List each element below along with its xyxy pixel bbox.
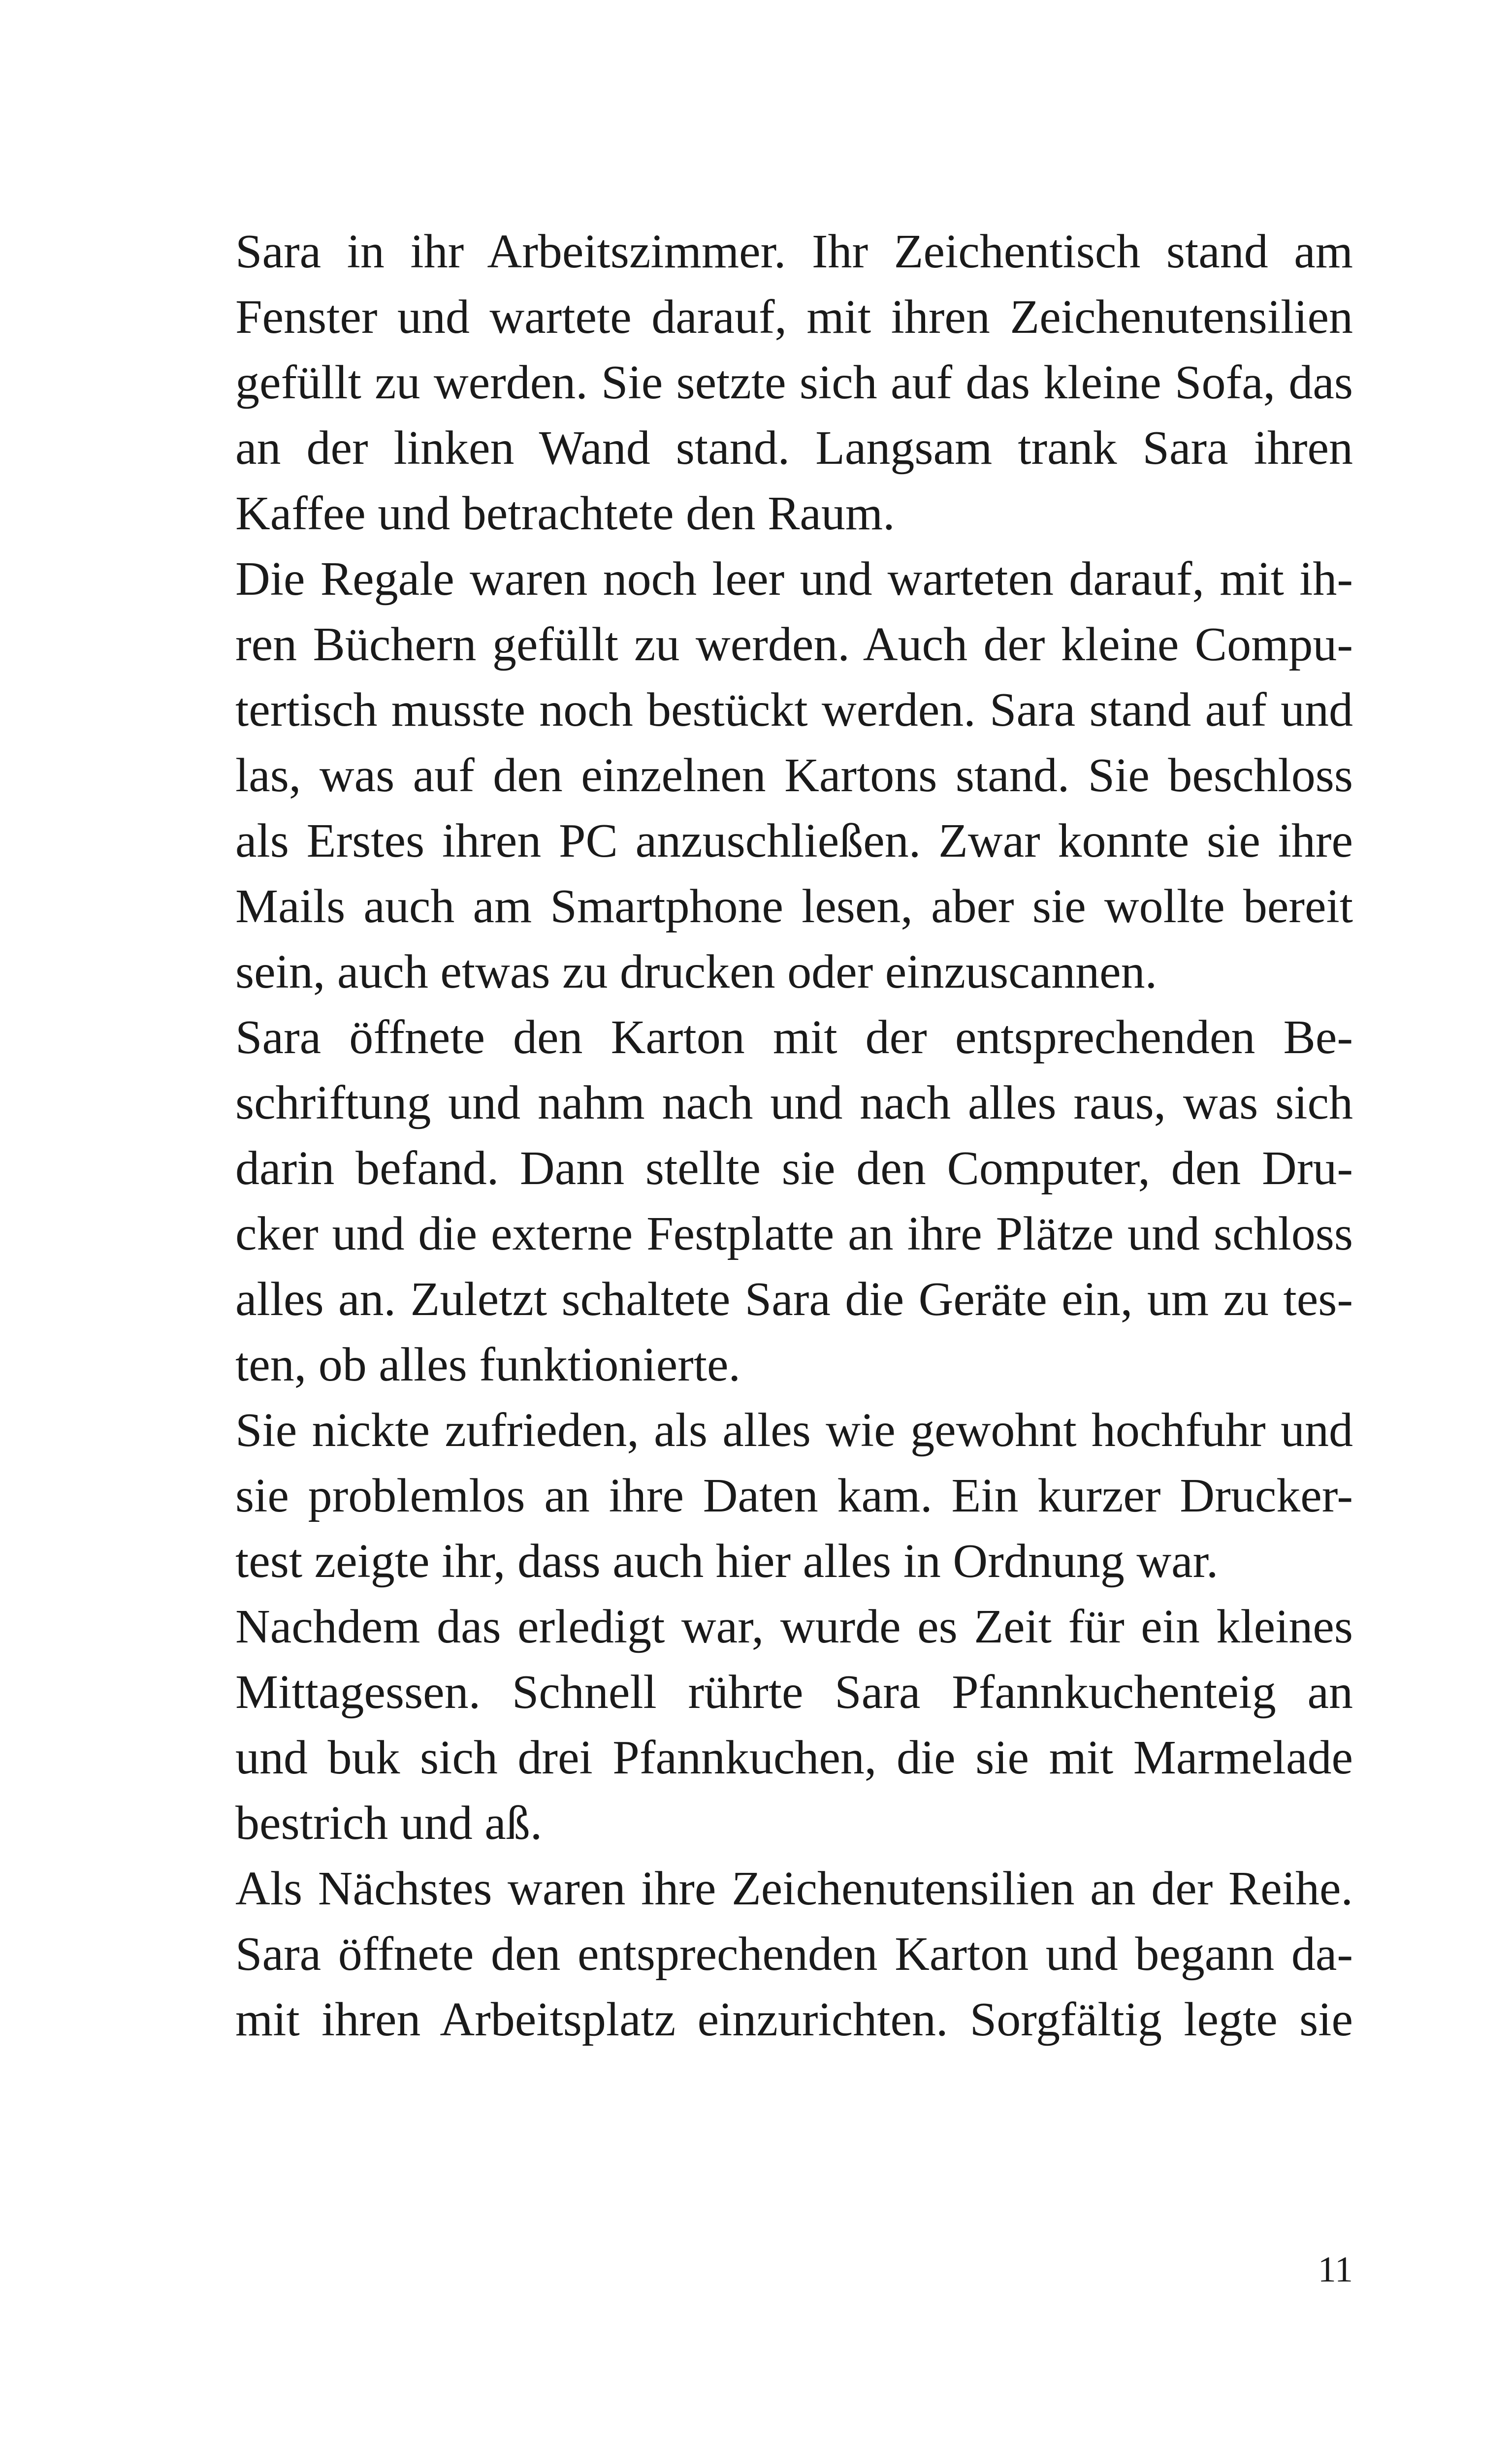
text-line: Sie nickte zufrieden, als alles wie gewohnt hochfuhr und: [235, 1404, 1353, 1457]
text-line: Fenster und wartete darauf, mit ihren Zeichenutensilien: [235, 290, 1353, 344]
body-text: [235, 219, 1353, 2053]
text-line: ren Büchern gefüllt zu werden. Auch der kleine Compu-: [235, 618, 1353, 671]
text-line: als Erstes ihren PC anzuschließen. Zwar konnte sie ihre: [235, 814, 1353, 868]
text-line: bestrich und aß.: [235, 1797, 543, 1850]
text-line: Sara öffnete den Karton mit der entsprechenden Be-: [235, 1011, 1353, 1064]
text-line: an der linken Wand stand. Langsam trank Sara ihren: [235, 421, 1353, 475]
text-line: ten, ob alles funktionierte.: [235, 1338, 740, 1391]
text-line: Kaffee und betrachtete den Raum.: [235, 487, 895, 540]
text-line: schriftung und nahm nach und nach alles raus, was sich: [235, 1076, 1353, 1129]
text-line: tertisch musste noch bestückt werden. Sara stand auf und: [235, 683, 1353, 737]
text-line: Nachdem das erledigt war, wurde es Zeit für ein kleines: [235, 1600, 1353, 1653]
text-line: test zeigte ihr, dass auch hier alles in Ordnung war.: [235, 1535, 1219, 1588]
text-line: darin befand. Dann stellte sie den Computer, den Dru-: [235, 1142, 1353, 1195]
text-line: Die Regale waren noch leer und warteten darauf, mit ih-: [235, 552, 1353, 606]
text-line: Mails auch am Smartphone lesen, aber sie wollte bereit: [235, 880, 1353, 933]
text-line: gefüllt zu werden. Sie setzte sich auf das kleine Sofa, das: [235, 356, 1353, 409]
text-line: mit ihren Arbeitsplatz einzurichten. Sorgfältig legte sie: [235, 1993, 1353, 2046]
text-line: alles an. Zuletzt schaltete Sara die Geräte ein, um zu tes-: [235, 1273, 1353, 1326]
text-line: las, was auf den einzelnen Kartons stand. Sie beschloss: [235, 749, 1353, 802]
text-line: Sara öffnete den entsprechenden Karton und begann da-: [235, 1928, 1353, 1981]
text-line: und buk sich drei Pfannkuchen, die sie mit Marmelade: [235, 1731, 1353, 1784]
text-line: Mittagessen. Schnell rührte Sara Pfannkuchenteig an: [235, 1666, 1353, 1719]
text-line: sein, auch etwas zu drucken oder einzuscannen.: [235, 945, 1158, 998]
text-line: Als Nächstes waren ihre Zeichenutensilien an der Reihe.: [235, 1862, 1353, 1915]
text-line: sie problemlos an ihre Daten kam. Ein kurzer Drucker-: [235, 1469, 1353, 1522]
text-line: Sara in ihr Arbeitszimmer. Ihr Zeichentisch stand am: [235, 225, 1353, 278]
text-line: cker und die externe Festplatte an ihre Plätze und schloss: [235, 1207, 1353, 1260]
page-number: 11: [1318, 2250, 1353, 2290]
